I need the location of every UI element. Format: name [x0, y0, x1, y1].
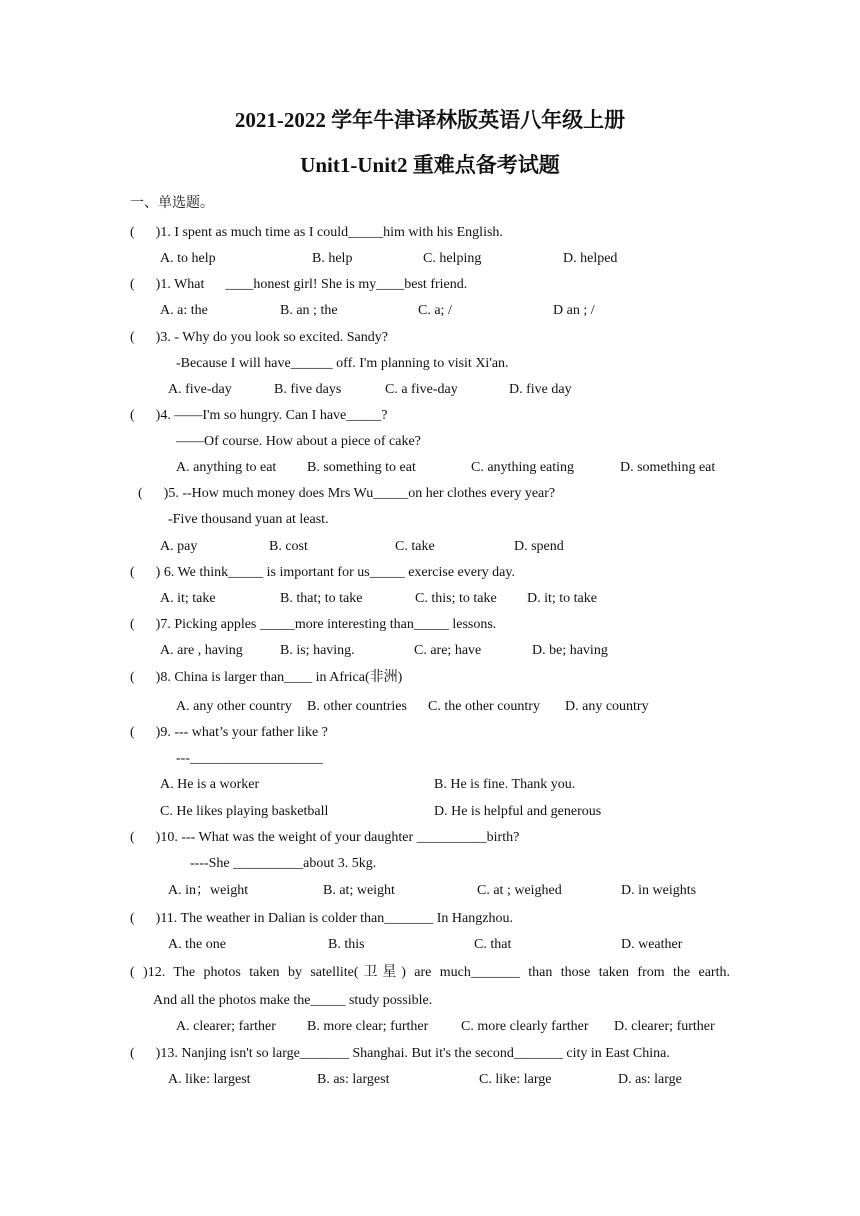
option-d: D. five day — [509, 382, 572, 397]
option-a: A. the one — [168, 937, 226, 952]
option-b: B. other countries — [307, 699, 407, 714]
option-c: C. like: large — [479, 1072, 552, 1087]
option-c: C. more clearly farther — [461, 1019, 589, 1034]
question-stem: ( )3. - Why do you look so excited. Sandy? — [130, 330, 388, 345]
question-stem: ( )1. What ____honest girl! She is my____best friend. — [130, 277, 468, 292]
option-c: C. the other country — [428, 699, 540, 714]
option-b: B. is; having. — [280, 643, 355, 658]
option-a: A. He is a worker — [160, 777, 260, 792]
option-d: D. be; having — [532, 643, 608, 658]
option-a: A. it; take — [160, 591, 216, 606]
question-dialogue-line: ----She __________about 3. 5kg. — [190, 856, 377, 871]
option-b: B. that; to take — [280, 591, 363, 606]
option-c: C. anything eating — [471, 460, 575, 475]
option-d: D. weather — [621, 937, 683, 952]
option-b: B. He is fine. Thank you. — [434, 777, 576, 792]
option-d: D. spend — [514, 539, 564, 554]
option-a: A. to help — [160, 251, 216, 266]
option-c: C. a; / — [418, 303, 452, 318]
option-c: C. take — [395, 539, 435, 554]
option-c: C. are; have — [414, 643, 482, 658]
option-b: B. cost — [269, 539, 308, 554]
question-stem: ( )9. --- what’s your father like ? — [130, 725, 328, 740]
option-b: B. five days — [274, 382, 342, 397]
question-stem: ( )10. --- What was the weight of your daughter __________birth? — [130, 830, 520, 845]
option-c: C. that — [474, 937, 512, 952]
option-c: C. helping — [423, 251, 482, 266]
question-continuation-line: And all the photos make the_____ study possible. — [153, 993, 433, 1008]
option-a: A. like: largest — [168, 1072, 251, 1087]
option-d: D. as: large — [618, 1072, 682, 1087]
option-d: D. in weights — [621, 883, 697, 898]
question-dialogue-line: -Five thousand yuan at least. — [168, 512, 329, 527]
question-stem: ( )1. I spent as much time as I could_____him with his English. — [130, 225, 503, 240]
option-b: B. this — [328, 937, 365, 952]
option-b: B. more clear; further — [307, 1019, 429, 1034]
option-b: B. as: largest — [317, 1072, 390, 1087]
option-a: A. pay — [160, 539, 198, 554]
option-d: D an ; / — [553, 303, 595, 318]
option-c: C. He likes playing basketball — [160, 804, 329, 819]
question-stem: ( )13. Nanjing isn't so large_______ Shanghai. But it's the second_______ city in East China. — [130, 1046, 670, 1061]
question-dialogue-line: ---___________________ — [176, 751, 323, 766]
option-a: A. clearer; farther — [176, 1019, 276, 1034]
option-c: C. at ; weighed — [477, 883, 562, 898]
option-b: B. help — [312, 251, 353, 266]
question-dialogue-line: -Because I will have______ off. I'm planning to visit Xi'an. — [176, 356, 509, 371]
question-stem: ( )8. China is larger than____ in Africa(非洲) — [130, 670, 403, 685]
option-a: A. five-day — [168, 382, 232, 397]
question-stem: ( )5. --How much money does Mrs Wu_____on her clothes every year? — [138, 486, 556, 501]
question-stem: ( ) 6. We think_____ is important for us_____ exercise every day. — [130, 565, 515, 580]
option-d: D. any country — [565, 699, 649, 714]
option-d: D. it; to take — [527, 591, 597, 606]
option-d: D. clearer; further — [614, 1019, 715, 1034]
question-stem: ( )7. Picking apples _____more interesting than_____ lessons. — [130, 617, 497, 632]
question-dialogue-line: ——Of course. How about a piece of cake? — [176, 434, 421, 449]
option-d: D. He is helpful and generous — [434, 804, 602, 819]
option-b: B. at; weight — [323, 883, 395, 898]
option-a: A. are , having — [160, 643, 243, 658]
document-subtitle: Unit1-Unit2 重难点备考试题 — [300, 153, 560, 177]
option-d: D. something eat — [620, 460, 716, 475]
option-a: A. anything to eat — [176, 460, 277, 475]
option-a: A. any other country — [176, 699, 292, 714]
question-stem: ( )11. The weather in Dalian is colder than_______ In Hangzhou. — [130, 911, 513, 926]
option-c: C. a five-day — [385, 382, 458, 397]
option-a: A. a: the — [160, 303, 208, 318]
question-stem: ( )4. ——I'm so hungry. Can I have_____? — [130, 408, 388, 423]
document-title: 2021-2022 学年牛津译林版英语八年级上册 — [234, 108, 626, 132]
section-heading: 一、单选题。 — [130, 196, 214, 211]
option-d: D. helped — [563, 251, 618, 266]
question-stem: ( )12. The photos taken by satellite(卫星) are much_______ than those taken from the earth. — [130, 965, 730, 980]
option-a: A. in；weight — [168, 883, 249, 898]
option-c: C. this; to take — [415, 591, 497, 606]
option-b: B. something to eat — [307, 460, 416, 475]
option-b: B. an ; the — [280, 303, 338, 318]
